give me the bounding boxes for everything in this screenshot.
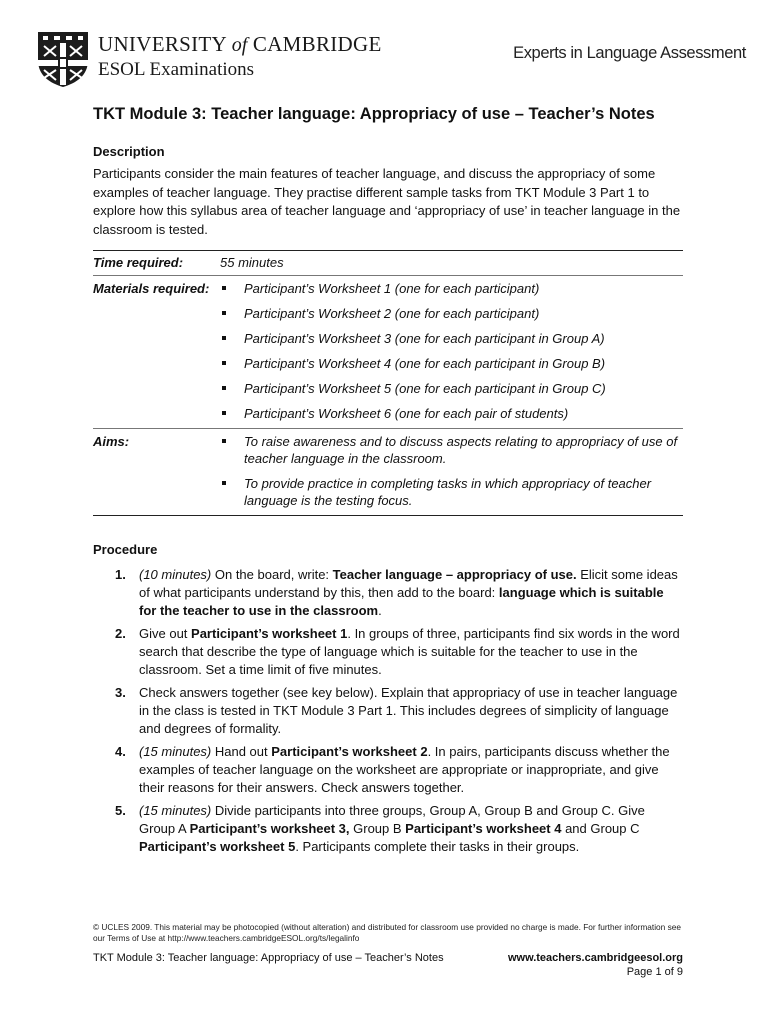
procedure-step: 5. (15 minutes) Divide participants into three groups, Group A, Group B and Group C. Give Group A Participant’s worksheet 3, Group B Participant’s worksheet 4 and Group C Participant’s worksheet 5. Participants complete their tasks in their groups. (115, 803, 645, 854)
time-value: 55 minutes (220, 251, 683, 276)
tagline: Experts in Language Assessment (513, 44, 746, 62)
info-table (93, 250, 683, 516)
list-item: Participant’s Worksheet 3 (one for each participant in Group A) (220, 330, 683, 347)
list-item: Participant’s Worksheet 5 (one for each participant in Group C) (220, 380, 683, 397)
page-header (36, 30, 746, 90)
procedure-steps (93, 566, 683, 856)
aims-label: Aims: (93, 429, 220, 516)
procedure-step: 2. Give out Participant’s worksheet 1. In groups of three, participants find six words in the word search that describe the type of language which is suitable for the teacher to use in the classroom. Set a time limit of five minutes. (115, 626, 680, 677)
step-time: (15 minutes) (139, 744, 212, 759)
procedure-step: 4. (15 minutes) Hand out Participant’s worksheet 2. In pairs, participants discuss whether the examples of teacher language on the worksheet are appropriate or inappropriate, and give their reasons for their answers. Check answers together. (115, 744, 670, 795)
time-row (93, 251, 683, 276)
brand-university-name: UNIVERSITY of CAMBRIDGE (98, 32, 382, 56)
brand-esol: ESOL Examinations (98, 59, 255, 80)
list-item: To provide practice in completing tasks in which appropriacy of teacher language is the testing focus. (220, 475, 683, 509)
materials-row (93, 276, 683, 429)
footer-doc-title: TKT Module 3: Teacher language: Appropriacy of use – Teacher’s Notes (93, 952, 444, 964)
document-title: TKT Module 3: Teacher language: Appropriacy of use – Teacher’s Notes (93, 105, 655, 123)
aims-list (220, 433, 683, 509)
list-item: Participant’s Worksheet 4 (one for each participant in Group B) (220, 355, 683, 372)
materials-label: Materials required: (93, 276, 220, 429)
brand-wordmark (98, 32, 382, 81)
description-heading: Description (93, 144, 165, 159)
materials-list (220, 280, 683, 422)
procedure-heading: Procedure (93, 542, 158, 557)
footer-website-link[interactable]: www.teachers.cambridgeesol.org (507, 952, 683, 964)
list-item: Participant’s Worksheet 2 (one for each participant) (220, 305, 683, 322)
step-number: 2. (115, 626, 126, 641)
cambridge-crest-icon (36, 30, 90, 88)
step-time: (15 minutes) (139, 803, 212, 818)
description-text: Participants consider the main features of teacher language, and discuss the appropriacy of some examples of teacher language. They practise different sample tasks from TKT Module 3 Part 1 to explore how this syllabus area of teacher language and ‘appropriacy of use’ in teacher language in the classroom is tested. (93, 166, 681, 237)
list-item: Participant’s Worksheet 1 (one for each participant) (220, 280, 683, 297)
step-number: 1. (115, 567, 126, 582)
list-item: To raise awareness and to discuss aspects relating to appropriacy of use of teacher language in the classroom. (220, 433, 683, 467)
page-number: Page 1 of 9 (626, 966, 683, 978)
copyright-notice: © UCLES 2009. This material may be photocopied (without alteration) and distributed for classroom use provided no charge is made. For further information see our Terms of Use at http://www.teachers.cambridgeESOL.org/ts/legalinfo (93, 922, 681, 943)
main-content (93, 103, 683, 861)
procedure-step: 1. (10 minutes) On the board, write: Teacher language – appropriacy of use. Elicit some ideas of what participants understand by this, then add to the board: language which is suitable for the teacher to use in the classroom. (115, 567, 678, 618)
procedure-step: 3. Check answers together (see key below). Explain that appropriacy of use in teacher language in the class is tested in TKT Module 3 Part 1. This includes degrees of simplicity of language and degrees of formality. (115, 685, 678, 736)
step-time: (10 minutes) (139, 567, 212, 582)
step-number: 4. (115, 744, 126, 759)
aims-row (93, 429, 683, 516)
list-item: Participant’s Worksheet 6 (one for each pair of students) (220, 405, 683, 422)
time-label: Time required: (93, 251, 220, 276)
step-number: 5. (115, 803, 126, 818)
step-number: 3. (115, 685, 126, 700)
